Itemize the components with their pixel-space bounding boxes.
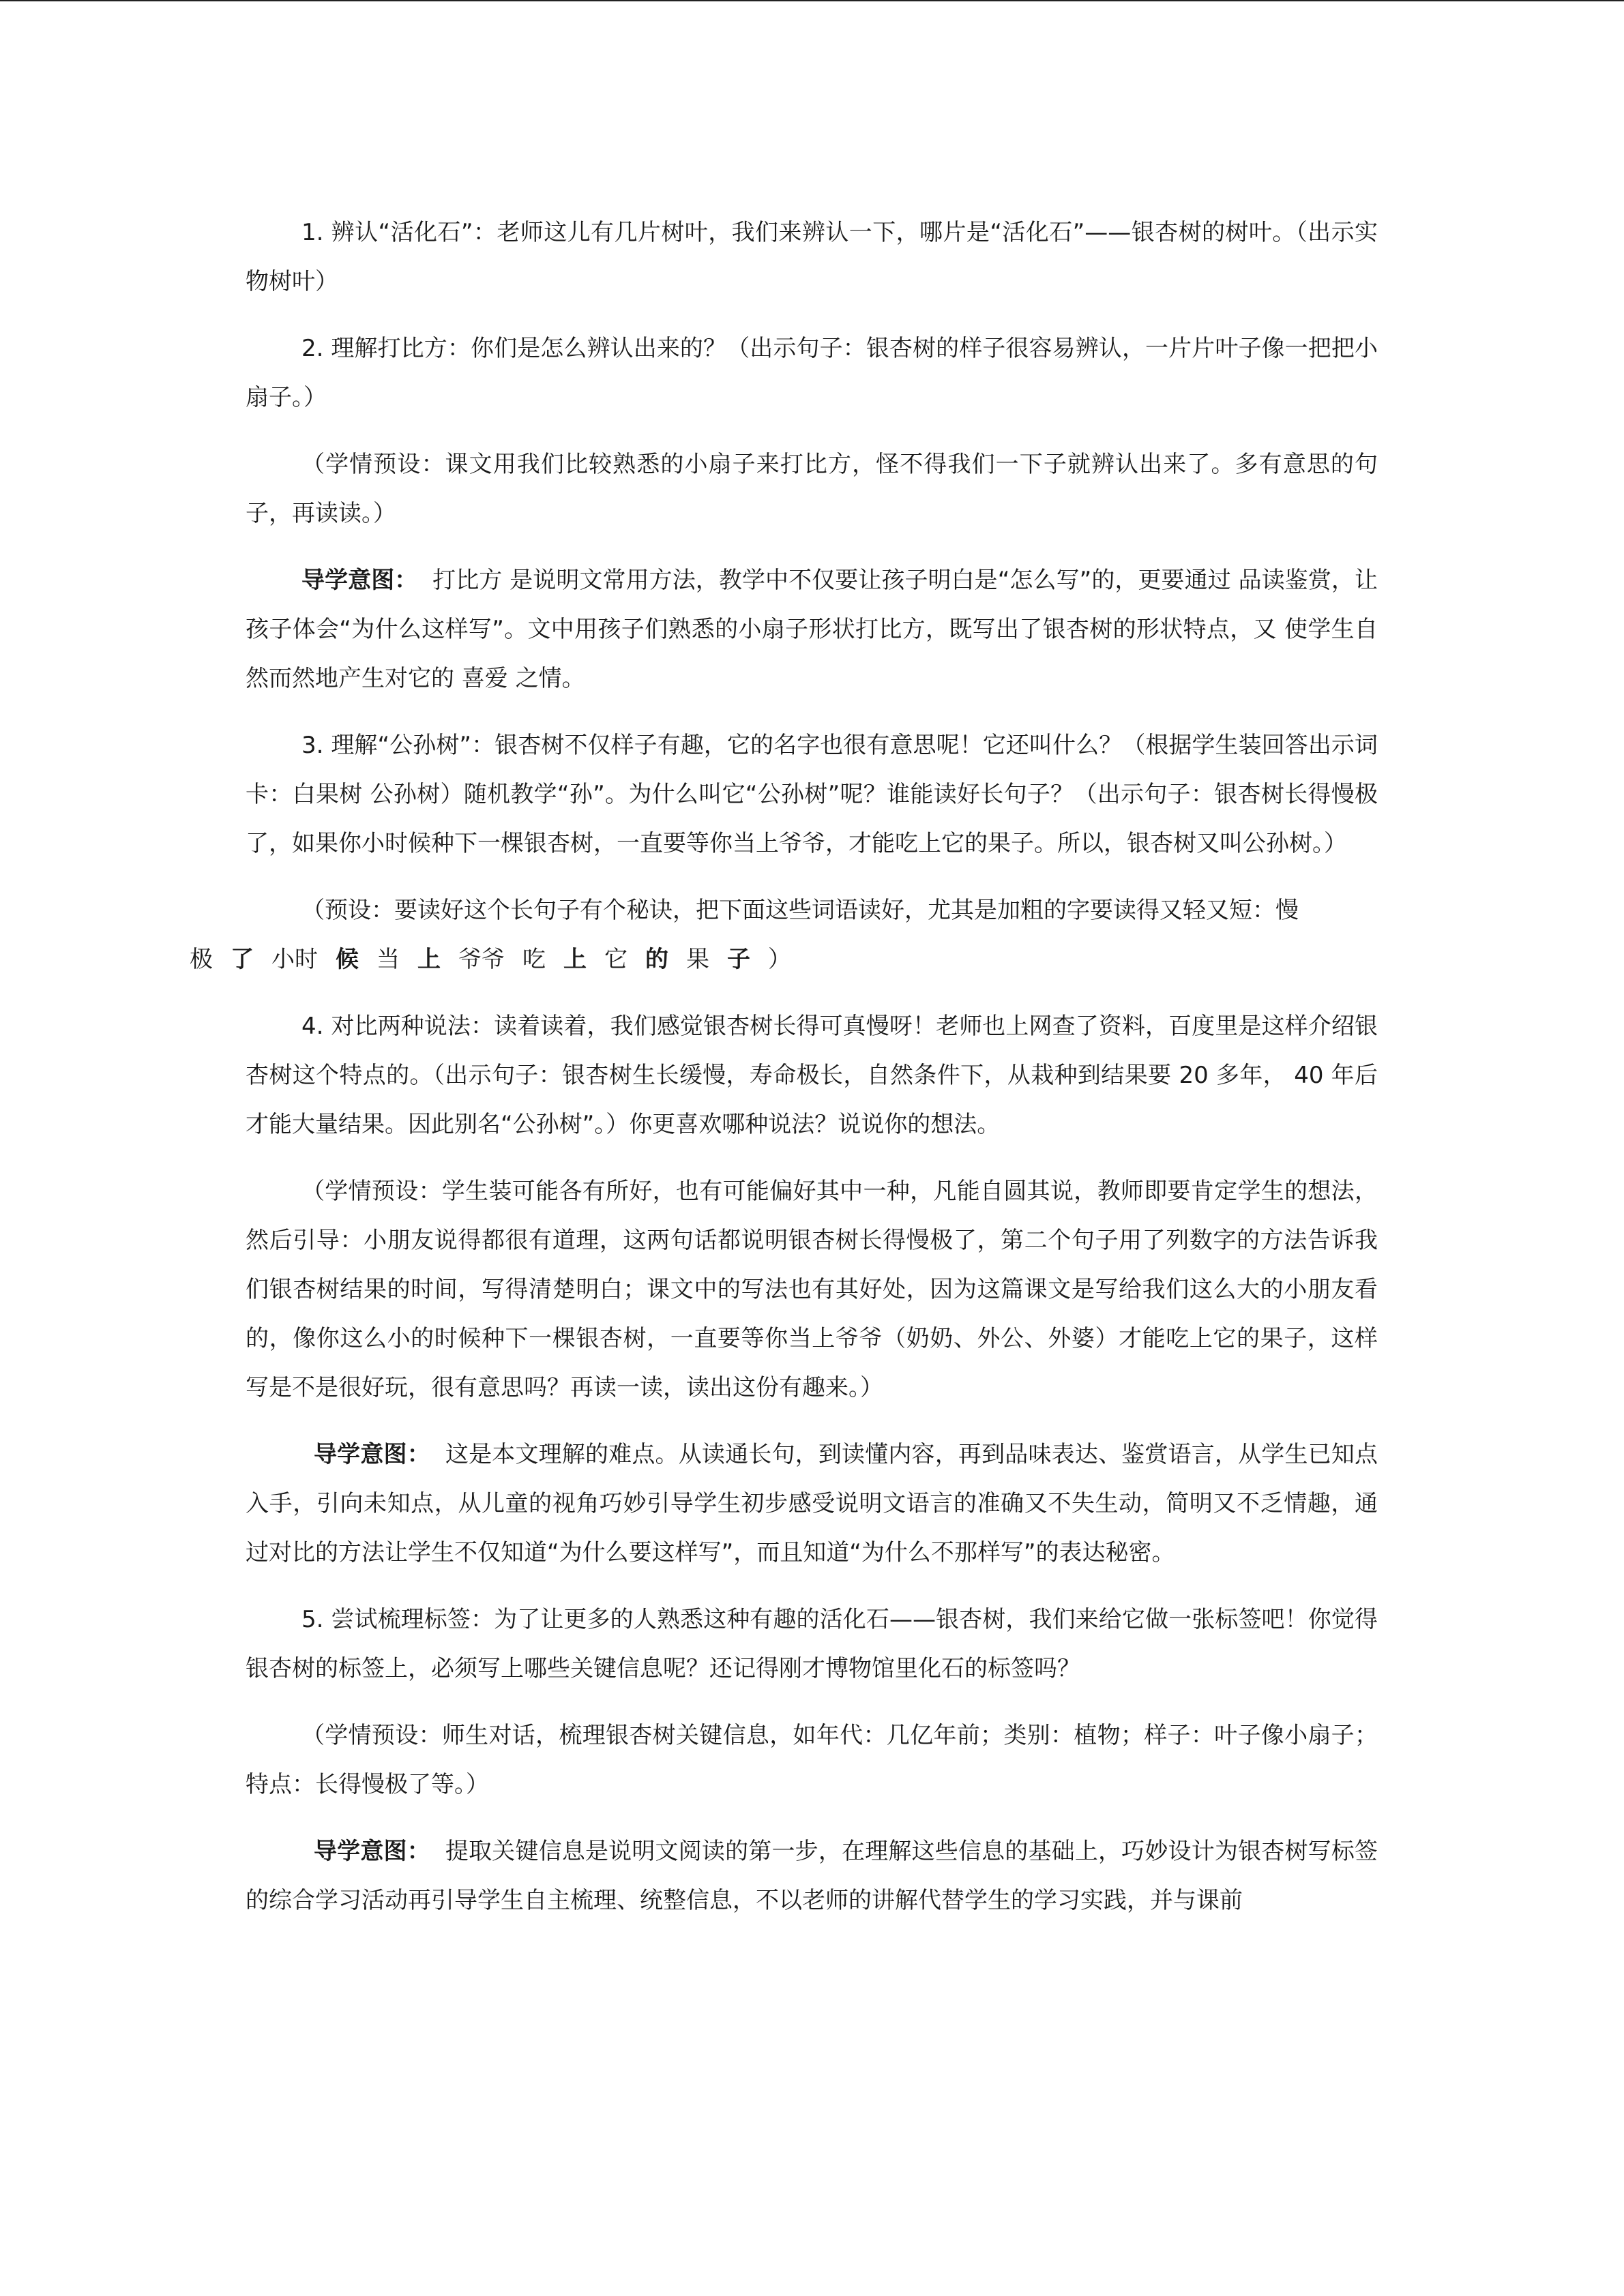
paragraph-intent-2	[246, 1430, 1378, 1577]
intent-label: 导学意图：	[301, 567, 418, 594]
paragraph-step-3: 3. 理解“公孙树”：银杏树不仅样子有趣，它的名字也很有意思呢！它还叫什么？（根据学生装回答出示词卡：白果树 公孙树）随机教学“孙”。为什么叫它“公孙树”呢？谁能读好长句子？（出示句子：银杏树长得慢极了，如果你小时候种下一棵银杏树，一直要等你当上爷爷，才能吃上它的果子。所以，银杏树又叫公孙树。）	[246, 732, 1378, 857]
paragraph-step-2: 2. 理解打比方：你们是怎么辨认出来的？（出示句子：银杏树的样子很容易辨认，一片片叶子像一把把小扇子。）	[246, 335, 1378, 411]
paragraph-preset-1: （学情预设：课文用我们比较熟悉的小扇子来打比方，怪不得我们一下子就辨认出来了。多有意思的句子，再读读。）	[246, 451, 1378, 527]
word-token: 上	[563, 946, 587, 973]
document-page	[190, 208, 1378, 1925]
paragraph-step-1: 1. 辨认“活化石”：老师这儿有几片树叶，我们来辨认一下，哪片是“活化石”——银杏树的树叶。（出示实物树叶）	[246, 219, 1378, 295]
word-token: 果	[686, 946, 709, 973]
word-token: 子	[727, 946, 750, 973]
intent-text: 打比方 是说明文常用方法，教学中不仅要让孩子明白是“怎么写”的，更要通过 品读鉴赏，让孩子体会“为什么这样写”。文中用孩子们熟悉的小扇子形状打比方，既写出了银杏树的形状特点，又 使学生自然而然地产生对它的 喜爱 之情。	[246, 567, 1378, 692]
paragraph-preset-2	[190, 886, 1378, 984]
paragraph-intent-1	[246, 556, 1378, 703]
intent-label: 导学意图：	[314, 1838, 430, 1865]
word-token: 极	[190, 946, 213, 973]
paragraph-intent-3	[246, 1827, 1378, 1925]
paragraph-preset-4: （学情预设：师生对话，梳理银杏树关键信息，如年代：几亿年前；类别：植物；样子：叶子像小扇子；特点：长得慢极了等。）	[246, 1722, 1378, 1798]
word-token: ）	[768, 946, 791, 973]
word-token: 吃	[522, 946, 546, 973]
word-token: 了	[231, 946, 254, 973]
paragraph-step-4: 4. 对比两种说法：读着读着，我们感觉银杏树长得可真慢呀！老师也上网查了资料，百度里是这样介绍银杏树这个特点的。（出示句子：银杏树生长缓慢，寿命极长，自然条件下，从栽种到结果要 20 多年， 40 年后才能大量结果。因此别名“公孙树”。）你更喜欢哪种说法？说说你的想法。	[246, 1013, 1378, 1138]
word-token: 爷爷	[458, 946, 505, 973]
word-token: 候	[336, 946, 359, 973]
page-top-border	[0, 0, 1624, 1]
bold-word-line	[190, 935, 809, 984]
word-token: 它	[604, 946, 628, 973]
word-token: 的	[645, 946, 668, 973]
intent-text: 这是本文理解的难点。从读通长句，到读懂内容，再到品味表达、鉴赏语言，从学生已知点入手，引向未知点，从儿童的视角巧妙引导学生初步感受说明文语言的准确又不失生动，简明又不乏情趣，通过对比的方法让学生不仅知道“为什么要这样写”，而且知道“为什么不那样写”的表达秘密。	[246, 1441, 1378, 1566]
paragraph-preset-3: （学情预设：学生装可能各有所好，也有可能偏好其中一种，凡能自圆其说，教师即要肯定学生的想法，然后引导：小朋友说得都很有道理，这两句话都说明银杏树长得慢极了，第二个句子用了列数字的方法告诉我们银杏树结果的时间，写得清楚明白；课文中的写法也有其好处，因为这篇课文是写给我们这么大的小朋友看的，像你这么小的时候种下一棵银杏树，一直要等你当上爷爷（奶奶、外公、外婆）才能吃上它的果子，这样写是不是很好玩，很有意思吗？再读一读，读出这份有趣来。）	[246, 1178, 1378, 1401]
word-token: 小时	[271, 946, 318, 973]
preset-2-text: （预设：要读好这个长句子有个秘诀，把下面这些词语读好，尤其是加粗的字要读得又轻又短：慢	[301, 897, 1299, 924]
intent-label: 导学意图：	[314, 1441, 430, 1468]
intent-text: 提取关键信息是说明文阅读的第一步，在理解这些信息的基础上，巧妙设计为银杏树写标签的综合学习活动再引导学生自主梳理、统整信息，不以老师的讲解代替学生的学习实践，并与课前	[246, 1838, 1378, 1914]
word-token: 上	[417, 946, 441, 973]
paragraph-step-5: 5. 尝试梳理标签：为了让更多的人熟悉这种有趣的活化石——银杏树，我们来给它做一张标签吧！你觉得银杏树的标签上，必须写上哪些关键信息呢？还记得刚才博物馆里化石的标签吗？	[246, 1606, 1378, 1682]
word-token: 当	[377, 946, 400, 973]
